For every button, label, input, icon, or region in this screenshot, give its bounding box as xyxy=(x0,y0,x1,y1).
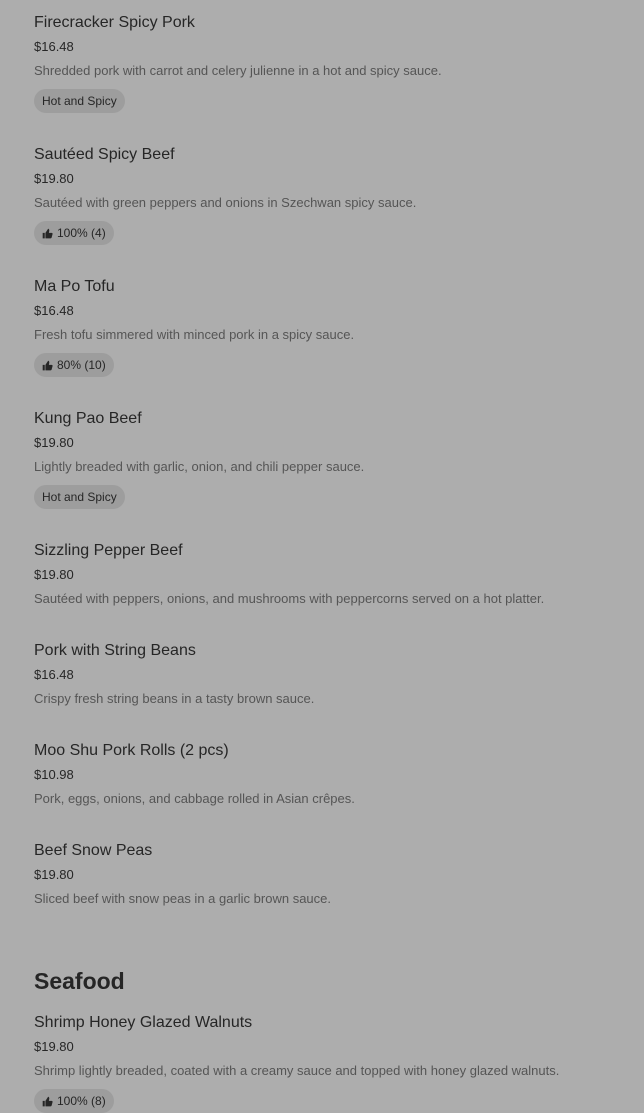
rating-badge xyxy=(34,221,114,245)
item-price: $19.80 xyxy=(34,171,74,186)
item-name[interactable]: Sautéed Spicy Beef xyxy=(34,146,175,163)
thumbs-up-icon xyxy=(42,228,53,239)
item-name[interactable]: Shrimp Honey Glazed Walnuts xyxy=(34,1014,253,1031)
item-description: Lightly breaded with garlic, onion, and chili pepper sauce. xyxy=(34,459,365,474)
item-name[interactable]: Kung Pao Beef xyxy=(34,410,142,427)
item-description: Shrimp lightly breaded, coated with a creamy sauce and topped with honey glazed walnuts. xyxy=(34,1063,560,1078)
item-name[interactable]: Beef Snow Peas xyxy=(34,842,153,859)
item-price: $19.80 xyxy=(34,567,74,582)
rating-badge xyxy=(34,1089,114,1113)
item-name[interactable]: Pork with String Beans xyxy=(34,642,196,659)
item-description: Shredded pork with carrot and celery julienne in a hot and spicy sauce. xyxy=(34,63,442,78)
item-name[interactable]: Firecracker Spicy Pork xyxy=(34,14,195,31)
hot-and-spicy-badge xyxy=(34,89,125,113)
item-price: $16.48 xyxy=(34,303,74,318)
item-price: $10.98 xyxy=(34,767,74,782)
item-description: Sautéed with peppers, onions, and mushrooms with peppercorns served on a hot platter. xyxy=(34,591,545,606)
item-description: Crispy fresh string beans in a tasty brown sauce. xyxy=(34,691,315,706)
section-title-seafood: Seafood xyxy=(34,968,125,994)
thumbs-up-icon xyxy=(42,1096,53,1107)
item-name[interactable]: Ma Po Tofu xyxy=(34,278,115,295)
hot-and-spicy-badge xyxy=(34,485,125,509)
rating-label: 100% (4) xyxy=(57,226,106,240)
badge-label: Hot and Spicy xyxy=(42,94,117,108)
item-price: $19.80 xyxy=(34,435,74,450)
item-description: Sautéed with green peppers and onions in Szechwan spicy sauce. xyxy=(34,195,417,210)
item-description: Fresh tofu simmered with minced pork in a spicy sauce. xyxy=(34,327,355,342)
item-price: $19.80 xyxy=(34,867,74,882)
item-price: $19.80 xyxy=(34,1039,74,1054)
thumbs-up-icon xyxy=(42,360,53,371)
rating-label: 100% (8) xyxy=(57,1094,106,1108)
item-name[interactable]: Moo Shu Pork Rolls (2 pcs) xyxy=(34,742,229,759)
item-description: Pork, eggs, onions, and cabbage rolled in Asian crêpes. xyxy=(34,791,355,806)
item-price: $16.48 xyxy=(34,39,74,54)
item-description: Sliced beef with snow peas in a garlic brown sauce. xyxy=(34,891,331,906)
rating-badge xyxy=(34,353,114,377)
badge-label: Hot and Spicy xyxy=(42,490,117,504)
item-price: $16.48 xyxy=(34,667,74,682)
rating-label: 80% (10) xyxy=(57,358,106,372)
item-name[interactable]: Sizzling Pepper Beef xyxy=(34,542,183,559)
